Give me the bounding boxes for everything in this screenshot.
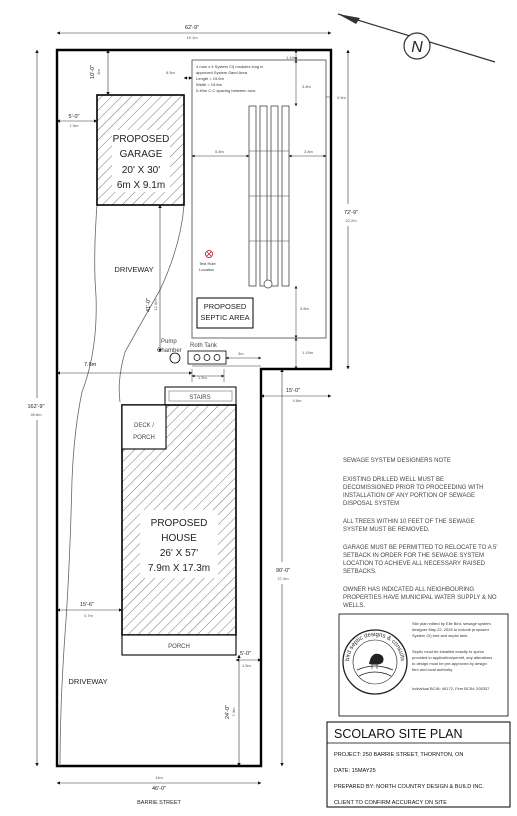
house-size-ft: 26' X 57' bbox=[159, 548, 199, 559]
garage-bottom-setback: 41'-0" bbox=[146, 297, 152, 313]
lower-right-depth-dimension bbox=[271, 369, 295, 766]
septic-lower-inner: 3.8m bbox=[300, 306, 309, 311]
lower-right-depth-label: 90'-0" bbox=[275, 568, 291, 574]
right-depth-label: 72'-9" bbox=[343, 210, 359, 216]
pump-chamber bbox=[157, 339, 182, 363]
house-title-2: HOUSE bbox=[161, 533, 197, 544]
left-depth-dimension bbox=[24, 50, 50, 766]
stamp-text-1: Site plan edited by Elle Bird, sewage system designer May 22, 2025 to include proposed System Cl) bed and septic tank. bbox=[412, 621, 491, 638]
designer-note bbox=[343, 458, 499, 609]
roth-tank bbox=[188, 343, 261, 364]
garage-left-setback: 5'-0" bbox=[68, 114, 80, 120]
notch-width-metric: 4.6m bbox=[292, 398, 302, 403]
test-hole bbox=[199, 251, 216, 273]
porch-label: PORCH bbox=[168, 644, 190, 650]
driveway-label-upper: DRIVEWAY bbox=[114, 265, 154, 274]
designer-note-heading: SEWAGE SYSTEM DESIGNERS NOTE bbox=[343, 458, 451, 464]
street-label: BARRIE STREET bbox=[137, 800, 181, 806]
right-depth-metric: 22.2m bbox=[345, 218, 357, 223]
bottom-width-dimension bbox=[57, 775, 261, 806]
title-block-title: SCOLARO SITE PLAN bbox=[334, 727, 463, 741]
house-right-setback-metric: 1.5m bbox=[242, 663, 251, 668]
north-label: N bbox=[411, 39, 423, 56]
designer-stamp bbox=[339, 614, 508, 716]
house-right-setback: 5'-0" bbox=[240, 651, 251, 657]
stairs bbox=[165, 387, 236, 405]
left-depth-metric: 49.6m bbox=[30, 412, 42, 417]
title-block-client: CLIENT TO CONFIRM ACCURACY ON SITE bbox=[334, 800, 448, 806]
driveway-label-lower: DRIVEWAY bbox=[68, 677, 108, 686]
house-left-setback: 15'-6" bbox=[80, 602, 95, 608]
garage-top-setback-metric: 3m bbox=[96, 69, 101, 75]
roth-tank-label: Roth Tank bbox=[190, 343, 217, 349]
title-block-date: DATE: 15MAY25 bbox=[334, 768, 376, 774]
top-width-metric: 19.1m bbox=[186, 35, 198, 40]
lower-right-depth-metric: 27.4m bbox=[277, 576, 289, 581]
stairs-label: STAIRS bbox=[189, 395, 211, 401]
garage-right-gap: 8.5m bbox=[166, 70, 175, 75]
proposed-septic-area bbox=[197, 298, 253, 328]
septic-note: 4 runs x 4 System Cl) modules long in approved System Sand Area Length = 19.6m Width = 19.6m 0.45m C-C spacing between runs bbox=[196, 64, 264, 93]
stairs-setback-label: 1.5m bbox=[198, 375, 207, 380]
designer-note-paragraph-2: ALL TREES WITHIN 10 FEET OF THE SEWAGE SYSTEM MUST BE REMOVED. bbox=[343, 519, 475, 533]
proposed-house bbox=[122, 405, 236, 635]
septic-module-runs bbox=[249, 106, 289, 288]
title-block-prepared: PREPARED BY: NORTH COUNTRY DESIGN & BUILD INC. bbox=[334, 784, 485, 790]
septic-area-title-2: SEPTIC AREA bbox=[200, 313, 250, 322]
septic-left-inner: 5.8m bbox=[215, 149, 224, 154]
deck-label-1: DECK / bbox=[133, 423, 155, 429]
garage-top-setback: 10'-0" bbox=[90, 64, 96, 80]
bottom-width-metric: 14m bbox=[155, 775, 163, 780]
left-depth-label: 162'-9" bbox=[27, 404, 45, 410]
septic-bottom-margin: 1.19m bbox=[302, 350, 314, 355]
deck-label-2: PORCH bbox=[133, 435, 155, 441]
septic-top-inner: 3.8m bbox=[302, 84, 311, 89]
top-width-dimension bbox=[57, 25, 331, 40]
pump-chamber-label-2: Chamber bbox=[157, 348, 182, 354]
garage-title-1: PROPOSED bbox=[112, 134, 170, 145]
house-front-setback-metric: 7.3m bbox=[231, 707, 236, 717]
house-left-setback-metric: 4.7m bbox=[84, 613, 93, 618]
garage-left-setback-metric: 1.5m bbox=[69, 123, 79, 128]
title-block-project: PROJECT: 250 BARRIE STREET, THORNTON, ON bbox=[334, 752, 464, 758]
septic-top-margin: 1.19m bbox=[286, 55, 298, 60]
garage-size-m: 6m X 9.1m bbox=[116, 180, 166, 191]
test-hole-label-1: Test Hole bbox=[199, 261, 216, 266]
stamp-text-2: Septic must be installed exactly to specs provided in application/permit, any alterations to design must be pre-approved by design firm and local authority. bbox=[412, 649, 493, 672]
septic-right-margin: 0.5m bbox=[337, 95, 346, 100]
designer-note-paragraph-4: OWNER HAS INDICATED ALL NEIGHBOURING PROPERTIES HAVE MUNICIPAL WATER SUPPLY & NO WELLS. bbox=[343, 587, 497, 609]
designer-note-paragraph-3: GARAGE MUST BE PERMITTED TO RELOCATE TO A 5' SETBACK IN ORDER FOR THE SEWAGE SYSTEM LOCATION TO ACHIEVE ALL NECESSARY RAISED SETBACKS. bbox=[343, 545, 498, 575]
top-width-label: 62'-9" bbox=[184, 25, 200, 31]
garage-title-2: GARAGE bbox=[119, 149, 163, 160]
garage-bottom-setback-metric: 12.5m bbox=[153, 299, 158, 311]
pump-chamber-label-1: Pump bbox=[161, 339, 177, 345]
notch-width-label: 15'-0" bbox=[285, 388, 301, 394]
designer-note-paragraph-1: EXISTING DRILLED WELL MUST BE DECOMISSIONED PRIOR TO PROCEEDING WITH INSTALLATION OF ANY PORTION OF SEWAGE DISPOSAL SYSTEM bbox=[343, 477, 484, 507]
septic-right-inner: 3.8m bbox=[304, 149, 313, 154]
tank-gap-label: 3m bbox=[238, 351, 244, 356]
stamp-text-3: Individual BCIN: 46172, Firm BCIN: 205337 bbox=[412, 686, 490, 691]
house-title-1: PROPOSED bbox=[150, 518, 208, 529]
proposed-garage bbox=[97, 95, 184, 205]
house-to-driveway-label: 7.6m bbox=[84, 362, 97, 368]
bird-septic-logo bbox=[343, 630, 407, 694]
test-hole-label-2: Location bbox=[199, 267, 215, 272]
logo-text: bird septic designs & consults bbox=[344, 631, 406, 662]
house-size-m: 7.9m X 17.3m bbox=[147, 563, 211, 574]
house-front-setback: 24'-0" bbox=[225, 704, 231, 720]
notch-width-dimension bbox=[261, 388, 331, 403]
north-arrow bbox=[338, 14, 495, 62]
porch bbox=[122, 635, 236, 655]
garage-size-ft: 20' X 30' bbox=[121, 165, 161, 176]
driveway-to-house-dimension bbox=[57, 362, 261, 382]
septic-area-title-1: PROPOSED bbox=[203, 302, 247, 311]
title-block bbox=[327, 722, 510, 807]
bottom-width-label: 46'-0" bbox=[151, 786, 167, 792]
